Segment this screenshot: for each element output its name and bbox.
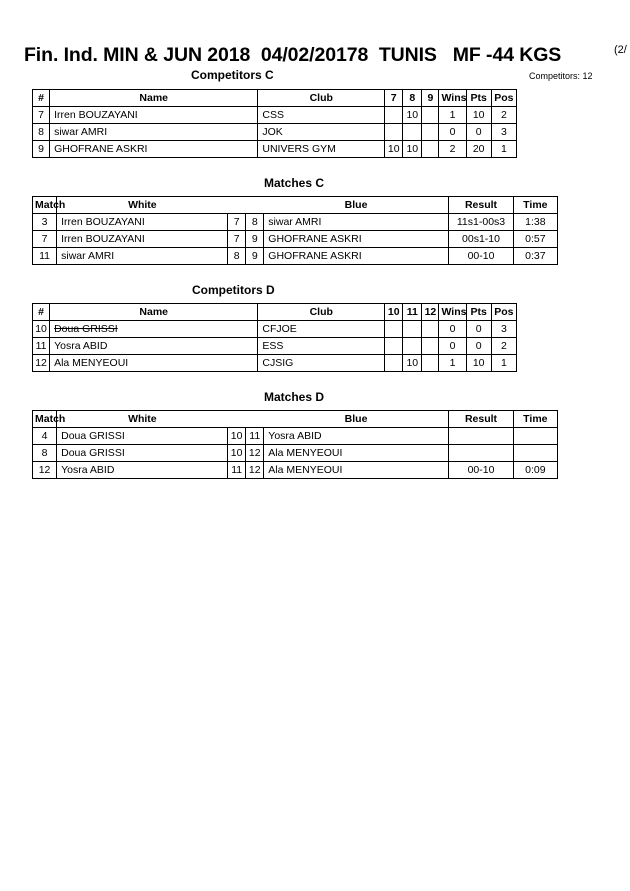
score-3 <box>422 124 439 141</box>
col-score-1: 7 <box>385 90 403 107</box>
match-number: 11 <box>33 248 57 265</box>
competitor-name: GHOFRANE ASKRI <box>50 141 258 158</box>
club-name: UNIVERS GYM <box>258 141 385 158</box>
blue-number: 9 <box>246 248 264 265</box>
match-result <box>449 445 513 462</box>
white-competitor: Doua GRISSI <box>57 445 228 462</box>
col-name: Name <box>50 90 258 107</box>
competitor-row <box>33 124 517 141</box>
club-name: CSS <box>258 107 385 124</box>
match-time: 0:57 <box>513 231 557 248</box>
col-club: Club <box>258 90 385 107</box>
club-name: CJSIG <box>258 355 385 372</box>
club-name: CFJOE <box>258 321 385 338</box>
points-value: 0 <box>466 321 491 338</box>
col-score-2: 8 <box>403 90 422 107</box>
match-row <box>33 445 558 462</box>
blue-competitor: siwar AMRI <box>264 214 449 231</box>
white-number: 10 <box>228 445 246 462</box>
position-value: 2 <box>491 107 516 124</box>
blue-competitor: Yosra ABID <box>264 428 449 445</box>
score-1 <box>385 321 403 338</box>
match-time: 1:38 <box>513 214 557 231</box>
matches-d-heading: Matches D <box>264 390 325 404</box>
score-3 <box>422 355 439 372</box>
col-match: Match <box>33 411 57 428</box>
competitors-c-table <box>32 89 517 158</box>
col-pos: Pos <box>491 304 516 321</box>
matches-d-table <box>32 410 558 479</box>
match-result: 00-10 <box>449 248 513 265</box>
club-name: JOK <box>258 124 385 141</box>
club-name: ESS <box>258 338 385 355</box>
competitor-row <box>33 141 517 158</box>
points-value: 0 <box>466 338 491 355</box>
col-number: # <box>33 90 50 107</box>
col-pos: Pos <box>491 90 516 107</box>
score-3 <box>422 321 439 338</box>
competitors-d-heading: Competitors D <box>192 283 275 297</box>
col-score-3: 9 <box>422 90 439 107</box>
wins-value: 0 <box>439 338 466 355</box>
blue-number: 12 <box>246 445 264 462</box>
competitor-name: Yosra ABID <box>50 338 258 355</box>
score-2 <box>403 321 422 338</box>
matches-c-header-row <box>33 197 558 214</box>
wins-value: 2 <box>439 141 466 158</box>
col-time: Time <box>513 411 557 428</box>
col-time: Time <box>513 197 557 214</box>
competitor-row <box>33 355 517 372</box>
competitors-count: Competitors: 12 <box>529 71 593 81</box>
blue-competitor: GHOFRANE ASKRI <box>264 231 449 248</box>
score-3 <box>422 107 439 124</box>
score-2: 10 <box>403 107 422 124</box>
matches-d-header-row <box>33 411 558 428</box>
col-white-num <box>228 411 246 428</box>
wins-value: 0 <box>439 321 466 338</box>
competitor-row <box>33 107 517 124</box>
score-2 <box>403 124 422 141</box>
competitor-name: Irren BOUZAYANI <box>50 107 258 124</box>
match-time <box>513 445 557 462</box>
blue-competitor: Ala MENYEOUI <box>264 445 449 462</box>
score-3 <box>422 141 439 158</box>
blue-number: 8 <box>246 214 264 231</box>
row-number: 7 <box>33 107 50 124</box>
col-white: White <box>57 197 228 214</box>
match-number: 7 <box>33 231 57 248</box>
col-club: Club <box>258 304 385 321</box>
competitor-name: siwar AMRI <box>50 124 258 141</box>
blue-competitor: Ala MENYEOUI <box>264 462 449 479</box>
white-number: 7 <box>228 214 246 231</box>
match-row <box>33 231 558 248</box>
score-3 <box>422 338 439 355</box>
competitors-d-table <box>32 303 517 372</box>
points-value: 0 <box>466 124 491 141</box>
page-title: Fin. Ind. MIN & JUN 2018 04/02/20178 TUNIS MF -44 KGS <box>24 44 562 66</box>
wins-value: 1 <box>439 107 466 124</box>
score-1: 10 <box>385 141 403 158</box>
col-result: Result <box>449 197 513 214</box>
competitor-name: Ala MENYEOUI <box>50 355 258 372</box>
match-row <box>33 248 558 265</box>
position-value: 3 <box>491 124 516 141</box>
match-number: 12 <box>33 462 57 479</box>
match-result <box>449 428 513 445</box>
points-value: 10 <box>466 107 491 124</box>
match-time: 0:09 <box>513 462 557 479</box>
matches-c-table <box>32 196 558 265</box>
page-indicator: (2/ <box>614 44 627 56</box>
col-wins: Wins <box>439 90 466 107</box>
white-competitor: Yosra ABID <box>57 462 228 479</box>
competitors-d-body <box>33 321 517 372</box>
white-number: 10 <box>228 428 246 445</box>
row-number: 11 <box>33 338 50 355</box>
col-match: Match <box>33 197 57 214</box>
position-value: 1 <box>491 141 516 158</box>
match-row <box>33 214 558 231</box>
col-number: # <box>33 304 50 321</box>
blue-number: 11 <box>246 428 264 445</box>
competitor-name: Doua GRISSI <box>50 321 258 338</box>
competitors-c-body <box>33 107 517 158</box>
competitors-c-header-row <box>33 90 517 107</box>
points-value: 20 <box>466 141 491 158</box>
white-number: 11 <box>228 462 246 479</box>
match-time: 0:37 <box>513 248 557 265</box>
position-value: 1 <box>491 355 516 372</box>
matches-c-heading: Matches C <box>264 176 325 190</box>
competitors-c-heading: Competitors C <box>191 68 274 82</box>
blue-competitor: GHOFRANE ASKRI <box>264 248 449 265</box>
row-number: 10 <box>33 321 50 338</box>
score-1 <box>385 355 403 372</box>
col-result: Result <box>449 411 513 428</box>
row-number: 8 <box>33 124 50 141</box>
col-pts: Pts <box>466 90 491 107</box>
match-result: 11s1-00s3 <box>449 214 513 231</box>
white-number: 7 <box>228 231 246 248</box>
col-blue-num <box>246 411 264 428</box>
col-name: Name <box>50 304 258 321</box>
wins-value: 1 <box>439 355 466 372</box>
match-row <box>33 462 558 479</box>
score-1 <box>385 124 403 141</box>
score-2 <box>403 338 422 355</box>
match-result: 00-10 <box>449 462 513 479</box>
score-2: 10 <box>403 141 422 158</box>
match-number: 4 <box>33 428 57 445</box>
competitors-d-header-row <box>33 304 517 321</box>
match-number: 8 <box>33 445 57 462</box>
match-number: 3 <box>33 214 57 231</box>
col-blue: Blue <box>264 197 449 214</box>
blue-number: 12 <box>246 462 264 479</box>
col-score-2: 11 <box>403 304 422 321</box>
col-wins: Wins <box>439 304 466 321</box>
points-value: 10 <box>466 355 491 372</box>
col-score-1: 10 <box>385 304 403 321</box>
col-blue: Blue <box>264 411 449 428</box>
blue-number: 9 <box>246 231 264 248</box>
white-number: 8 <box>228 248 246 265</box>
matches-d-body <box>33 428 558 479</box>
white-competitor: Irren BOUZAYANI <box>57 214 228 231</box>
match-row <box>33 428 558 445</box>
position-value: 3 <box>491 321 516 338</box>
col-white-num <box>228 197 246 214</box>
score-1 <box>385 107 403 124</box>
row-number: 9 <box>33 141 50 158</box>
wins-value: 0 <box>439 124 466 141</box>
match-result: 00s1-10 <box>449 231 513 248</box>
col-blue-num <box>246 197 264 214</box>
competitor-row <box>33 321 517 338</box>
row-number: 12 <box>33 355 50 372</box>
score-1 <box>385 338 403 355</box>
score-2: 10 <box>403 355 422 372</box>
position-value: 2 <box>491 338 516 355</box>
white-competitor: Irren BOUZAYANI <box>57 231 228 248</box>
col-pts: Pts <box>466 304 491 321</box>
match-time <box>513 428 557 445</box>
white-competitor: Doua GRISSI <box>57 428 228 445</box>
col-score-3: 12 <box>422 304 439 321</box>
matches-c-body <box>33 214 558 265</box>
competitor-row <box>33 338 517 355</box>
col-white: White <box>57 411 228 428</box>
white-competitor: siwar AMRI <box>57 248 228 265</box>
